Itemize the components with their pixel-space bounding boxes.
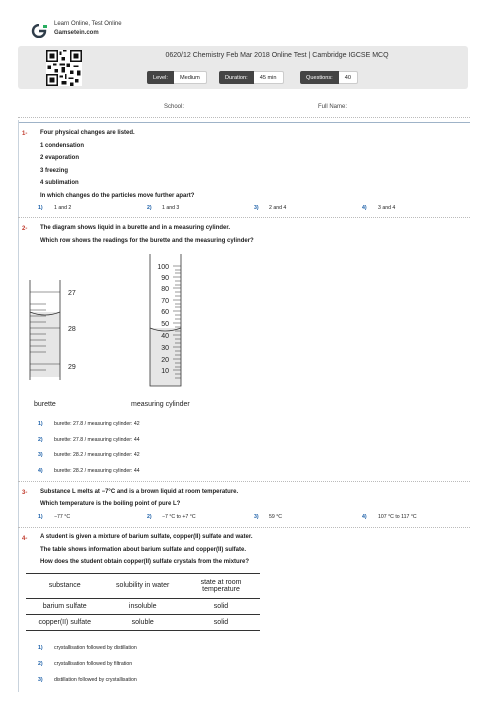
option-number[interactable]: 3) (38, 677, 43, 683)
option-text[interactable]: distillation followed by crystallisation (54, 677, 137, 683)
cylinder-label: measuring cylinder (131, 401, 190, 408)
question-text: The table shows information about barium sulfate and copper(II) sulfate. (40, 547, 247, 553)
divider (18, 122, 470, 123)
question-prompt: How does the student obtain copper(II) sulfate crystals from the mixture? (40, 559, 250, 565)
questions-value: 40 (339, 71, 358, 84)
divider (18, 117, 470, 118)
school-field[interactable]: School: (164, 104, 185, 110)
table-cell: solid (182, 599, 260, 615)
option-number[interactable]: 3) (254, 514, 259, 520)
level-chip (147, 71, 207, 84)
cylinder-tick-label: 90 (161, 275, 169, 282)
option-number[interactable]: 1) (38, 421, 43, 427)
burette-tick-label: 27 (68, 290, 76, 297)
option-number[interactable]: 1) (38, 514, 43, 520)
level-value: Medium (174, 71, 207, 84)
question-stem: Substance L melts at −7°C and is a brown liquid at room temperature. (40, 489, 239, 495)
list-item: 3 freezing (40, 168, 69, 174)
question-prompt: Which row shows the readings for the burette and the measuring cylinder? (40, 238, 254, 244)
option-number[interactable]: 3) (38, 452, 43, 458)
questions-chip (300, 71, 358, 84)
option-text[interactable]: 1 and 3 (162, 205, 180, 211)
list-item: 4 sublimation (40, 180, 79, 186)
option-text[interactable]: burette: 28.2 / measuring cylinder: 42 (54, 452, 140, 458)
level-label: Level: (147, 71, 174, 84)
question-number: 4- (22, 536, 28, 542)
option-number[interactable]: 4) (38, 468, 43, 474)
table-cell: insoluble (103, 599, 182, 615)
option-number[interactable]: 3) (254, 205, 259, 211)
table-cell: copper(II) sulfate (38, 619, 91, 626)
questions-label: Questions: (300, 71, 339, 84)
gamsetein-logo-icon (30, 24, 48, 38)
option-text[interactable]: 3 and 4 (378, 205, 396, 211)
question-stem: Four physical changes are listed. (40, 130, 135, 136)
divider (18, 217, 470, 218)
burette-tick-label: 29 (68, 364, 76, 371)
option-number[interactable]: 4) (362, 514, 367, 520)
question-number: 3- (22, 490, 28, 496)
question-stem: A student is given a mixture of barium sulfate, copper(II) sulfate and water. (40, 534, 253, 540)
divider (18, 527, 470, 528)
test-title: 0620/12 Chemistry Feb Mar 2018 Online Test | Cambridge IGCSE MCQ (165, 52, 389, 59)
option-text[interactable]: 59 °C (269, 514, 283, 520)
option-number[interactable]: 2) (38, 437, 43, 443)
option-text[interactable]: 107 °C to 117 °C (378, 514, 417, 520)
duration-chip (219, 71, 284, 84)
cylinder-tick-label: 40 (161, 333, 169, 340)
table-header: substance (26, 574, 103, 599)
option-number[interactable]: 1) (38, 645, 43, 651)
option-number[interactable]: 2) (147, 514, 152, 520)
brand-site[interactable]: Gamsetein.com (54, 30, 99, 36)
table-row (26, 615, 260, 631)
measuring-cylinder-diagram (131, 254, 190, 408)
cylinder-tick-label: 60 (161, 309, 169, 316)
cylinder-tick-label: 10 (161, 368, 169, 375)
brand-tagline: Learn Online, Test Online (54, 21, 122, 27)
table-header: state at room temperature (182, 574, 260, 599)
burette-diagram (30, 280, 76, 408)
table-cell: soluble (131, 619, 154, 626)
cylinder-tick-label: 20 (161, 357, 169, 364)
cylinder-tick-label: 30 (161, 345, 169, 352)
cylinder-tick-label: 80 (161, 286, 169, 293)
list-item: 1 condensation (40, 143, 85, 149)
table-row (26, 599, 260, 615)
cylinder-tick-label: 100 (157, 264, 169, 271)
option-text[interactable]: −77 °C (54, 514, 71, 520)
question-number: 1- (22, 131, 28, 137)
table-cell: solid (213, 619, 229, 626)
question-number: 2- (22, 226, 28, 232)
option-text[interactable]: −7 °C to +7 °C (162, 514, 196, 520)
burette-cylinder-diagram (24, 252, 214, 412)
option-number[interactable]: 4) (362, 205, 367, 211)
question-prompt: In which changes do the particles move further apart? (40, 193, 195, 199)
burette-label: burette (34, 401, 56, 408)
option-text[interactable]: burette: 27.8 / measuring cylinder: 44 (54, 437, 140, 443)
table-cell: barium sulfate (26, 599, 103, 615)
duration-value: 45 min (254, 71, 284, 84)
question-prompt: Which temperature is the boiling point of pure L? (40, 501, 181, 507)
left-margin-line (18, 120, 19, 692)
option-number[interactable]: 2) (147, 205, 152, 211)
divider (18, 481, 470, 482)
cylinder-tick-label: 70 (161, 298, 169, 305)
option-text[interactable]: crystallisation followed by filtration (54, 661, 133, 667)
burette-tick-label: 28 (68, 326, 76, 333)
option-number[interactable]: 2) (38, 661, 43, 667)
option-text[interactable]: 2 and 4 (269, 205, 287, 211)
table-header: solubility in water (103, 574, 182, 599)
duration-label: Duration: (219, 71, 254, 84)
qr-code-icon (46, 50, 82, 86)
option-text[interactable]: burette: 28.2 / measuring cylinder: 44 (54, 468, 140, 474)
option-text[interactable]: crystallisation followed by distillation (54, 645, 137, 651)
full-name-field[interactable]: Full Name: (318, 104, 348, 110)
question-stem: The diagram shows liquid in a burette and in a measuring cylinder. (40, 225, 231, 231)
option-number[interactable]: 1) (38, 205, 43, 211)
solubility-table (26, 573, 260, 631)
list-item: 2 evaporation (40, 155, 80, 161)
option-text[interactable]: burette: 27.8 / measuring cylinder: 42 (54, 421, 140, 427)
cylinder-tick-label: 50 (161, 321, 169, 328)
option-text[interactable]: 1 and 2 (54, 205, 72, 211)
